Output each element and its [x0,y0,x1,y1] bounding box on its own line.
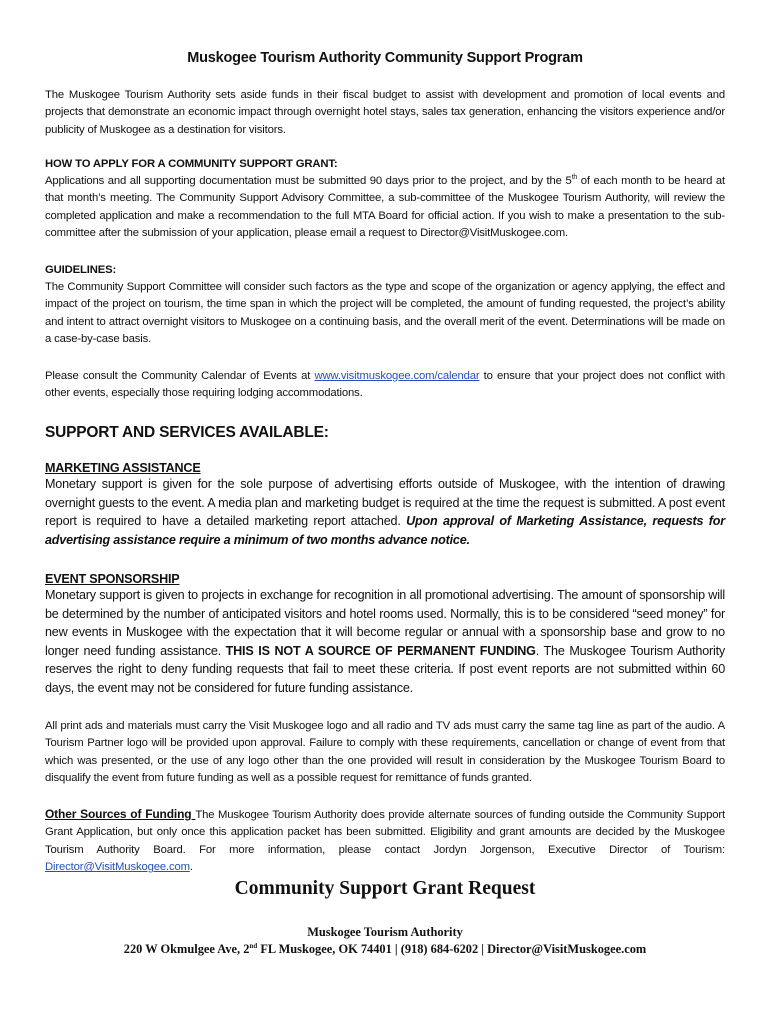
intro-paragraph: The Muskogee Tourism Authority sets aside funds in their fiscal budget to assist with development and promotion of local events and projects that demonstrate an economic impact through overnight hotel stays, sales tax generation, enhancing the visitors experience and/or publicity of Muskogee as a destination for visitors. [45,89,725,136]
guidelines-heading: GUIDELINES: [45,264,117,276]
sponsorship-heading: EVENT SPONSORSHIP [45,572,180,586]
marketing-paragraph [45,475,725,549]
request-title: Community Support Grant Request [234,878,536,899]
ordinal-suffix: th [571,174,578,182]
other-sources-text: The Muskogee Tourism Authority does provide alternate sources of funding outside the Community Support Grant Application, but only once this application packet has been submitted. Eligibility and grant amounts are decided by the Muskogee Tourism Authority Board. For more information, please contact Jordyn Jorgenson, Executive Director of Tourism: [45,809,725,856]
how-to-apply-heading: HOW TO APPLY FOR A COMMUNITY SUPPORT GRANT: [45,158,338,170]
print-ads-paragraph: All print ads and materials must carry the Visit Muskogee logo and all radio and TV ads must carry the same tag line as part of the audio. A Tourism Partner logo will be provided upon approval. Failure to comply with these requirements, cancellation or change of event from that which was presented, or the use of any logo other than the one provided will result in consideration by the Muskogee Tourism Board to disqualify the event from future funding as well as a possible request for remittance of funds granted. [45,720,725,785]
sponsorship-text: Monetary support is given to projects in exchange for recognition in all promotional advertising. The amount of sponsorship will be determined by the number of anticipated visitors and hotel rooms used. Normally, this is to be considered “seed money” for new events in Muskogee with the expectation that it will become regular or annual with a sponsorship base and grow to no longer need funding assistance. [45,588,725,658]
address-text-cont: FL Muskogee, OK 74401 | (918) 684-6202 | Director@VisitMuskogee.com [257,942,647,956]
marketing-text: Monetary support is given for the sole purpose of advertising efforts outside of Muskogee, with the intention of drawing overnight guests to the event. A media plan and marketing budget is required at the time the request is submitted. A post event report is required to have a detailed marketing report attached. [45,477,725,529]
how-to-apply-paragraph [45,173,725,243]
intro-section [45,87,725,139]
sponsorship-paragraph [45,586,725,698]
marketing-emphasis: Upon approval of Marketing Assistance, requests for advertising assistance require a minimum of two months advance notice. [45,514,725,547]
marketing-heading: MARKETING ASSISTANCE [45,461,201,475]
sponsorship-emphasis: THIS IS NOT A SOURCE OF PERMANENT FUNDING [225,643,536,658]
sponsorship-section [45,572,725,698]
marketing-section [45,461,725,549]
calendar-text-cont: to ensure that your project does not conflict with other events, especially those requiring lodging accommodations. [45,370,725,400]
sponsorship-text-cont: . The Muskogee Tourism Authority reserves the right to deny funding requests that fail to meet these criteria. If post event reports are not submitted within 60 days, the event may not be considered for future funding assistance. [45,643,726,695]
floor-suffix: nd [249,941,258,950]
calendar-paragraph [45,368,725,403]
guidelines-section [45,262,725,349]
other-sources-section [45,806,725,877]
address-text: 220 W Okmulgee Ave, 2 [123,942,250,956]
page-title: Muskogee Tourism Authority Community Support Program [187,50,583,66]
calendar-text: Please consult the Community Calendar of Events at [45,370,315,382]
how-to-apply-text-cont: of each month to be heard at that month’s meeting. The Community Support Advisory Committee, a sub-committee of the Muskogee Tourism Authority, will review the completed application and make a recommendation to the full MTA Board for official action. If you wish to make a presentation to the sub-committee after the submission of your application, please email a request to Director@VisitMuskogee.com. [45,175,725,240]
guidelines-paragraph: The Community Support Committee will consider such factors as the type and scope of the organization or agency applying, the effect and impact of the project on tourism, the time span in which the project will be completed, the amount of funding requested, the project’s ability and intent to attract overnight visitors to Muskogee on a continuing basis, and the overall merit of the event. Determinations will be made on a case-by-case basis. [45,281,725,346]
director-email-link[interactable]: Director@VisitMuskogee.com [45,861,190,874]
address-line [45,942,725,957]
other-sources-heading: Other Sources of Funding [45,807,196,821]
print-ads-section [45,718,725,788]
other-sources-end: . [189,861,193,874]
calendar-section [45,368,725,403]
support-heading: SUPPORT AND SERVICES AVAILABLE: [45,424,329,441]
calendar-link[interactable]: www.visitmuskogee.com/calendar [314,370,480,382]
other-sources-paragraph [45,806,725,877]
org-name: Muskogee Tourism Authority [307,925,463,939]
how-to-apply-section [45,156,725,243]
how-to-apply-text: Applications and all supporting documentation must be submitted 90 days prior to the project, and by the 5 [45,175,572,187]
